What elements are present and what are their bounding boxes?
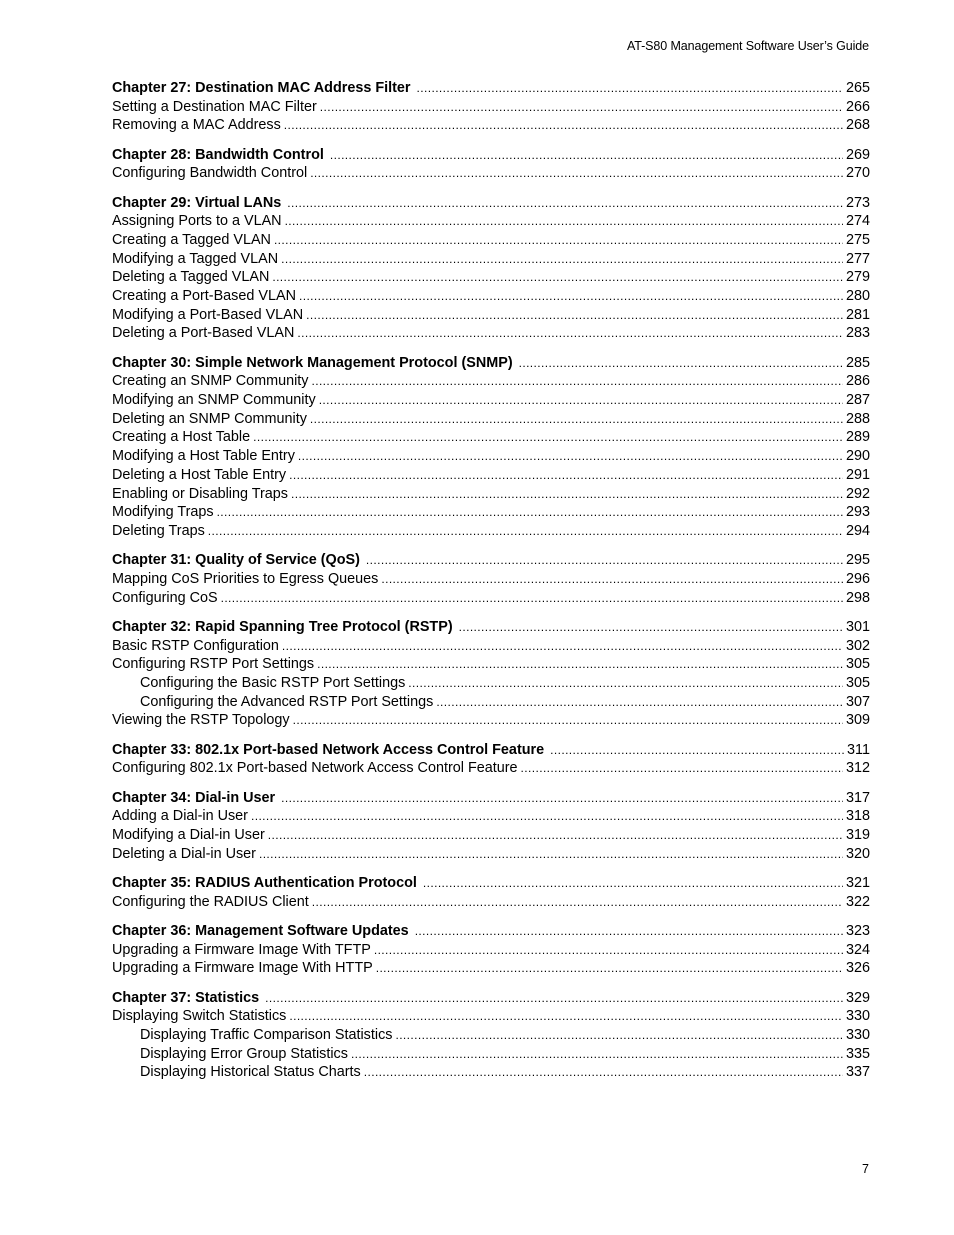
dot-leader: [415, 922, 843, 941]
toc-page-number: 321: [845, 874, 870, 891]
toc-chapter-28: [112, 146, 870, 183]
toc-entry[interactable]: [112, 268, 870, 287]
toc-page-number: 289: [845, 429, 870, 446]
toc-entry-title: Creating a Tagged VLAN: [112, 232, 271, 248]
toc-chapter-heading[interactable]: [112, 741, 870, 760]
toc-page-number: 292: [845, 485, 870, 502]
toc-entry[interactable]: [112, 655, 870, 674]
toc-entry-title: Upgrading a Firmware Image With HTTP: [112, 960, 373, 977]
toc-page-number: 322: [845, 893, 870, 910]
toc-page-number: 302: [845, 637, 870, 654]
toc-entry-title: Creating a Host Table: [112, 429, 251, 446]
toc-chapter-31: [112, 551, 870, 607]
dot-leader: [281, 789, 843, 808]
toc-page-number: 309: [845, 712, 870, 729]
dot-leader: [312, 893, 843, 912]
toc-chapter-title: Chapter 27: Destination MAC Address Filter: [112, 80, 411, 96]
toc-entry[interactable]: [112, 428, 870, 447]
toc-subentry[interactable]: [112, 674, 870, 693]
toc-page-number: 265: [845, 80, 870, 96]
toc-page-number: 280: [845, 288, 870, 305]
dot-leader: [287, 194, 843, 213]
toc-chapter-heading[interactable]: [112, 354, 870, 373]
toc-entry-title: Deleting an SNMP Community: [112, 410, 307, 427]
toc-subentry[interactable]: [112, 1063, 870, 1082]
toc-entry-title: Displaying Error Group Statistics: [140, 1045, 348, 1062]
toc-chapter-37: [112, 989, 870, 1082]
dot-leader: [217, 503, 843, 522]
toc-page-number: 274: [845, 213, 870, 230]
dot-leader: [293, 711, 843, 730]
dot-leader: [320, 98, 843, 117]
toc-chapter-29: [112, 194, 870, 344]
toc-page-number: 301: [845, 618, 870, 635]
toc-chapter-35: [112, 874, 870, 911]
toc-page-number: 312: [845, 760, 870, 777]
dot-leader: [423, 874, 843, 893]
toc-chapter-title: Chapter 37: Statistics: [112, 989, 260, 1006]
toc-chapter-heading[interactable]: [112, 874, 870, 893]
toc-entry[interactable]: [112, 447, 870, 466]
dot-leader: [319, 391, 843, 410]
toc-page-number: 294: [845, 522, 870, 539]
toc-entry[interactable]: [112, 466, 870, 485]
toc-entry-title: Modifying Traps: [112, 504, 214, 521]
dot-leader: [268, 826, 843, 845]
dot-leader: [317, 655, 843, 674]
dot-leader: [376, 959, 843, 978]
dot-leader: [281, 250, 843, 269]
toc-page-number: 266: [845, 98, 870, 115]
toc-subentry[interactable]: [112, 1026, 870, 1045]
toc-entry-title: Deleting Traps: [112, 522, 205, 539]
toc-page-number: 273: [845, 194, 870, 211]
toc-chapter-title: Chapter 29: Virtual LANs: [112, 194, 282, 211]
toc-entry[interactable]: [112, 410, 870, 429]
toc-chapter-heading[interactable]: [112, 922, 870, 941]
toc-page-number: 319: [845, 826, 870, 843]
toc-entry-title: Creating an SNMP Community: [112, 373, 309, 390]
toc-entry-title: Modifying a Port-Based VLAN: [112, 306, 304, 323]
toc-chapter-32: [112, 618, 870, 730]
toc-chapter-27: [112, 79, 870, 135]
dot-leader: [208, 522, 843, 541]
toc-entry-title: Modifying a Dial-in User: [112, 826, 265, 843]
dot-leader: [310, 410, 843, 429]
toc-chapter-heading[interactable]: [112, 551, 870, 570]
dot-leader: [417, 79, 843, 98]
toc-entry-title: Setting a Destination MAC Filter: [112, 98, 317, 115]
toc-page-number: 318: [845, 808, 870, 825]
dot-leader: [408, 674, 843, 693]
toc-entry[interactable]: [112, 485, 870, 504]
dot-leader: [291, 485, 843, 504]
toc-entry[interactable]: [112, 212, 870, 231]
dot-leader: [436, 693, 843, 712]
toc-chapter-title: Chapter 35: RADIUS Authentication Protocol: [112, 874, 417, 891]
toc-chapter-title: Chapter 30: Simple Network Management Protocol (SNMP): [112, 354, 513, 371]
dot-leader: [289, 466, 843, 485]
toc-entry-title: Deleting a Dial-in User: [112, 845, 256, 862]
toc-page-number: 307: [845, 693, 870, 710]
dot-leader: [306, 306, 843, 325]
toc-entry[interactable]: [112, 164, 870, 183]
toc-entry[interactable]: [112, 391, 870, 410]
toc-entry-title: Modifying an SNMP Community: [112, 392, 316, 409]
toc-page-number: 287: [845, 392, 870, 409]
toc-page-number: 305: [845, 656, 870, 673]
toc-entry[interactable]: [112, 826, 870, 845]
toc-entry-title: Configuring Bandwidth Control: [112, 165, 308, 182]
toc-page-number: 279: [845, 269, 870, 286]
toc-page-number: 324: [845, 941, 870, 958]
toc-entry[interactable]: [112, 570, 870, 589]
toc-page-number: 330: [845, 1026, 870, 1043]
toc-entry[interactable]: [112, 503, 870, 522]
toc-entry[interactable]: [112, 116, 870, 135]
toc-page-number: 329: [845, 989, 870, 1006]
toc-page-number: 330: [845, 1008, 870, 1025]
toc-page-number: 295: [845, 552, 870, 569]
toc-entry[interactable]: [112, 759, 870, 778]
dot-leader: [289, 1007, 843, 1026]
dot-leader: [381, 570, 843, 589]
toc-entry-title: Removing a MAC Address: [112, 117, 281, 134]
dot-leader: [298, 447, 843, 466]
toc-entry-title: Assigning Ports to a VLAN: [112, 213, 282, 230]
toc-page-number: 298: [845, 589, 870, 606]
toc-chapter-heading[interactable]: [112, 789, 870, 808]
toc-entry[interactable]: [112, 711, 870, 730]
dot-leader: [330, 146, 843, 165]
toc-page-number: 317: [845, 789, 870, 806]
toc-page-number: 305: [845, 674, 870, 691]
toc-page-number: 311: [847, 741, 870, 758]
toc-entry-title: Displaying Traffic Comparison Statistics: [140, 1026, 393, 1043]
toc-chapter-heading[interactable]: [112, 194, 870, 213]
dot-leader: [253, 428, 843, 447]
dot-leader: [259, 845, 843, 864]
toc-page-number: 288: [845, 410, 870, 427]
toc-page-number: 277: [845, 250, 870, 267]
toc-entry-title: Deleting a Port-Based VLAN: [112, 325, 295, 342]
toc-entry[interactable]: [112, 522, 870, 541]
dot-leader: [311, 372, 843, 391]
toc-entry[interactable]: [112, 845, 870, 864]
toc-entry[interactable]: [112, 372, 870, 391]
toc-entry-title: Creating a Port-Based VLAN: [112, 288, 296, 305]
dot-leader: [395, 1026, 843, 1045]
toc-chapter-title: Chapter 32: Rapid Spanning Tree Protocol (RSTP): [112, 618, 453, 635]
toc-chapter-title: Chapter 34: Dial-in User: [112, 789, 276, 806]
running-header-title: AT-S80 Management Software User’s Guide: [626, 39, 869, 53]
toc-entry-title: Viewing the RSTP Topology: [112, 712, 290, 729]
dot-leader: [374, 941, 843, 960]
toc-page-number: 283: [845, 325, 870, 342]
toc-entry-title: Mapping CoS Priorities to Egress Queues: [112, 570, 379, 587]
toc-entry-title: Basic RSTP Configuration: [112, 637, 279, 654]
toc-entry[interactable]: [112, 637, 870, 656]
dot-leader: [310, 164, 843, 183]
toc-entry-title: Modifying a Tagged VLAN: [112, 250, 279, 267]
toc-chapter-title: Chapter 28: Bandwidth Control: [112, 146, 324, 163]
toc-entry-title: Configuring the Basic RSTP Port Settings: [140, 674, 406, 691]
toc-page-number: 337: [845, 1064, 870, 1081]
dot-leader: [351, 1045, 843, 1064]
page-number: 7: [862, 1162, 869, 1176]
toc-page-number: 296: [845, 570, 870, 587]
dot-leader: [459, 618, 843, 637]
toc-page-number: 281: [845, 306, 870, 323]
toc-entry[interactable]: [112, 1007, 870, 1026]
toc-chapter-heading[interactable]: [112, 146, 870, 165]
toc-page-number: 291: [845, 466, 870, 483]
dot-leader: [251, 807, 843, 826]
toc-entry[interactable]: [112, 324, 870, 343]
toc-entry-title: Configuring 802.1x Port-based Network Access Control Feature: [112, 760, 518, 777]
toc-page-number: 323: [845, 922, 870, 939]
toc-entry-title: Configuring CoS: [112, 589, 218, 606]
dot-leader: [521, 759, 843, 778]
dot-leader: [299, 287, 843, 306]
toc-page-number: 268: [845, 117, 870, 134]
toc-entry[interactable]: [112, 231, 870, 250]
dot-leader: [284, 116, 843, 135]
toc-entry-title: Configuring the Advanced RSTP Port Settings: [140, 693, 434, 710]
toc-page-number: 290: [845, 448, 870, 465]
toc-page-number: 269: [845, 146, 870, 163]
dot-leader: [297, 324, 843, 343]
toc-entry-title: Configuring RSTP Port Settings: [112, 656, 315, 673]
dot-leader: [265, 989, 843, 1008]
dot-leader: [366, 551, 843, 570]
toc-chapter-30: [112, 354, 870, 541]
toc-page-number: 270: [845, 165, 870, 182]
dot-leader: [282, 637, 843, 656]
toc-subentry[interactable]: [112, 1045, 870, 1064]
toc-page-number: 286: [845, 373, 870, 390]
toc-page-number: 326: [845, 960, 870, 977]
dot-leader: [274, 231, 843, 250]
toc-entry[interactable]: [112, 941, 870, 960]
toc-chapter-heading[interactable]: [112, 989, 870, 1008]
toc-entry[interactable]: [112, 287, 870, 306]
toc-subentry[interactable]: [112, 693, 870, 712]
toc-entry[interactable]: [112, 893, 870, 912]
toc-entry-title: Upgrading a Firmware Image With TFTP: [112, 941, 371, 958]
toc-entry[interactable]: [112, 98, 870, 117]
table-of-contents: [112, 79, 870, 1093]
dot-leader: [285, 212, 843, 231]
toc-entry-title: Deleting a Tagged VLAN: [112, 269, 270, 286]
toc-entry-title: Displaying Historical Status Charts: [140, 1064, 361, 1081]
toc-entry[interactable]: [112, 807, 870, 826]
dot-leader: [519, 354, 843, 373]
toc-entry-title: Deleting a Host Table Entry: [112, 466, 287, 483]
toc-entry[interactable]: [112, 959, 870, 978]
dot-leader: [221, 589, 843, 608]
toc-page-number: 320: [845, 845, 870, 862]
toc-entry-title: Modifying a Host Table Entry: [112, 448, 295, 465]
toc-page-number: 335: [845, 1045, 870, 1062]
toc-chapter-33: [112, 741, 870, 778]
toc-entry-title: Configuring the RADIUS Client: [112, 893, 309, 910]
dot-leader: [364, 1063, 843, 1082]
toc-page-number: 275: [845, 232, 870, 248]
toc-chapter-title: Chapter 31: Quality of Service (QoS): [112, 552, 360, 569]
toc-chapter-title: Chapter 33: 802.1x Port-based Network Access Control Feature: [112, 741, 545, 758]
dot-leader: [272, 268, 843, 287]
toc-page-number: 285: [845, 354, 870, 371]
toc-chapter-title: Chapter 36: Management Software Updates: [112, 922, 409, 939]
toc-entry-title: Enabling or Disabling Traps: [112, 485, 288, 502]
toc-entry[interactable]: [112, 306, 870, 325]
toc-chapter-heading[interactable]: [112, 79, 870, 98]
dot-leader: [550, 741, 844, 760]
toc-chapter-heading[interactable]: [112, 618, 870, 637]
toc-chapter-36: [112, 922, 870, 978]
toc-entry-title: Displaying Switch Statistics: [112, 1008, 287, 1025]
toc-entry-title: Adding a Dial-in User: [112, 808, 248, 825]
toc-page-number: 293: [845, 504, 870, 521]
toc-entry[interactable]: [112, 250, 870, 269]
toc-entry[interactable]: [112, 589, 870, 608]
toc-chapter-34: [112, 789, 870, 864]
